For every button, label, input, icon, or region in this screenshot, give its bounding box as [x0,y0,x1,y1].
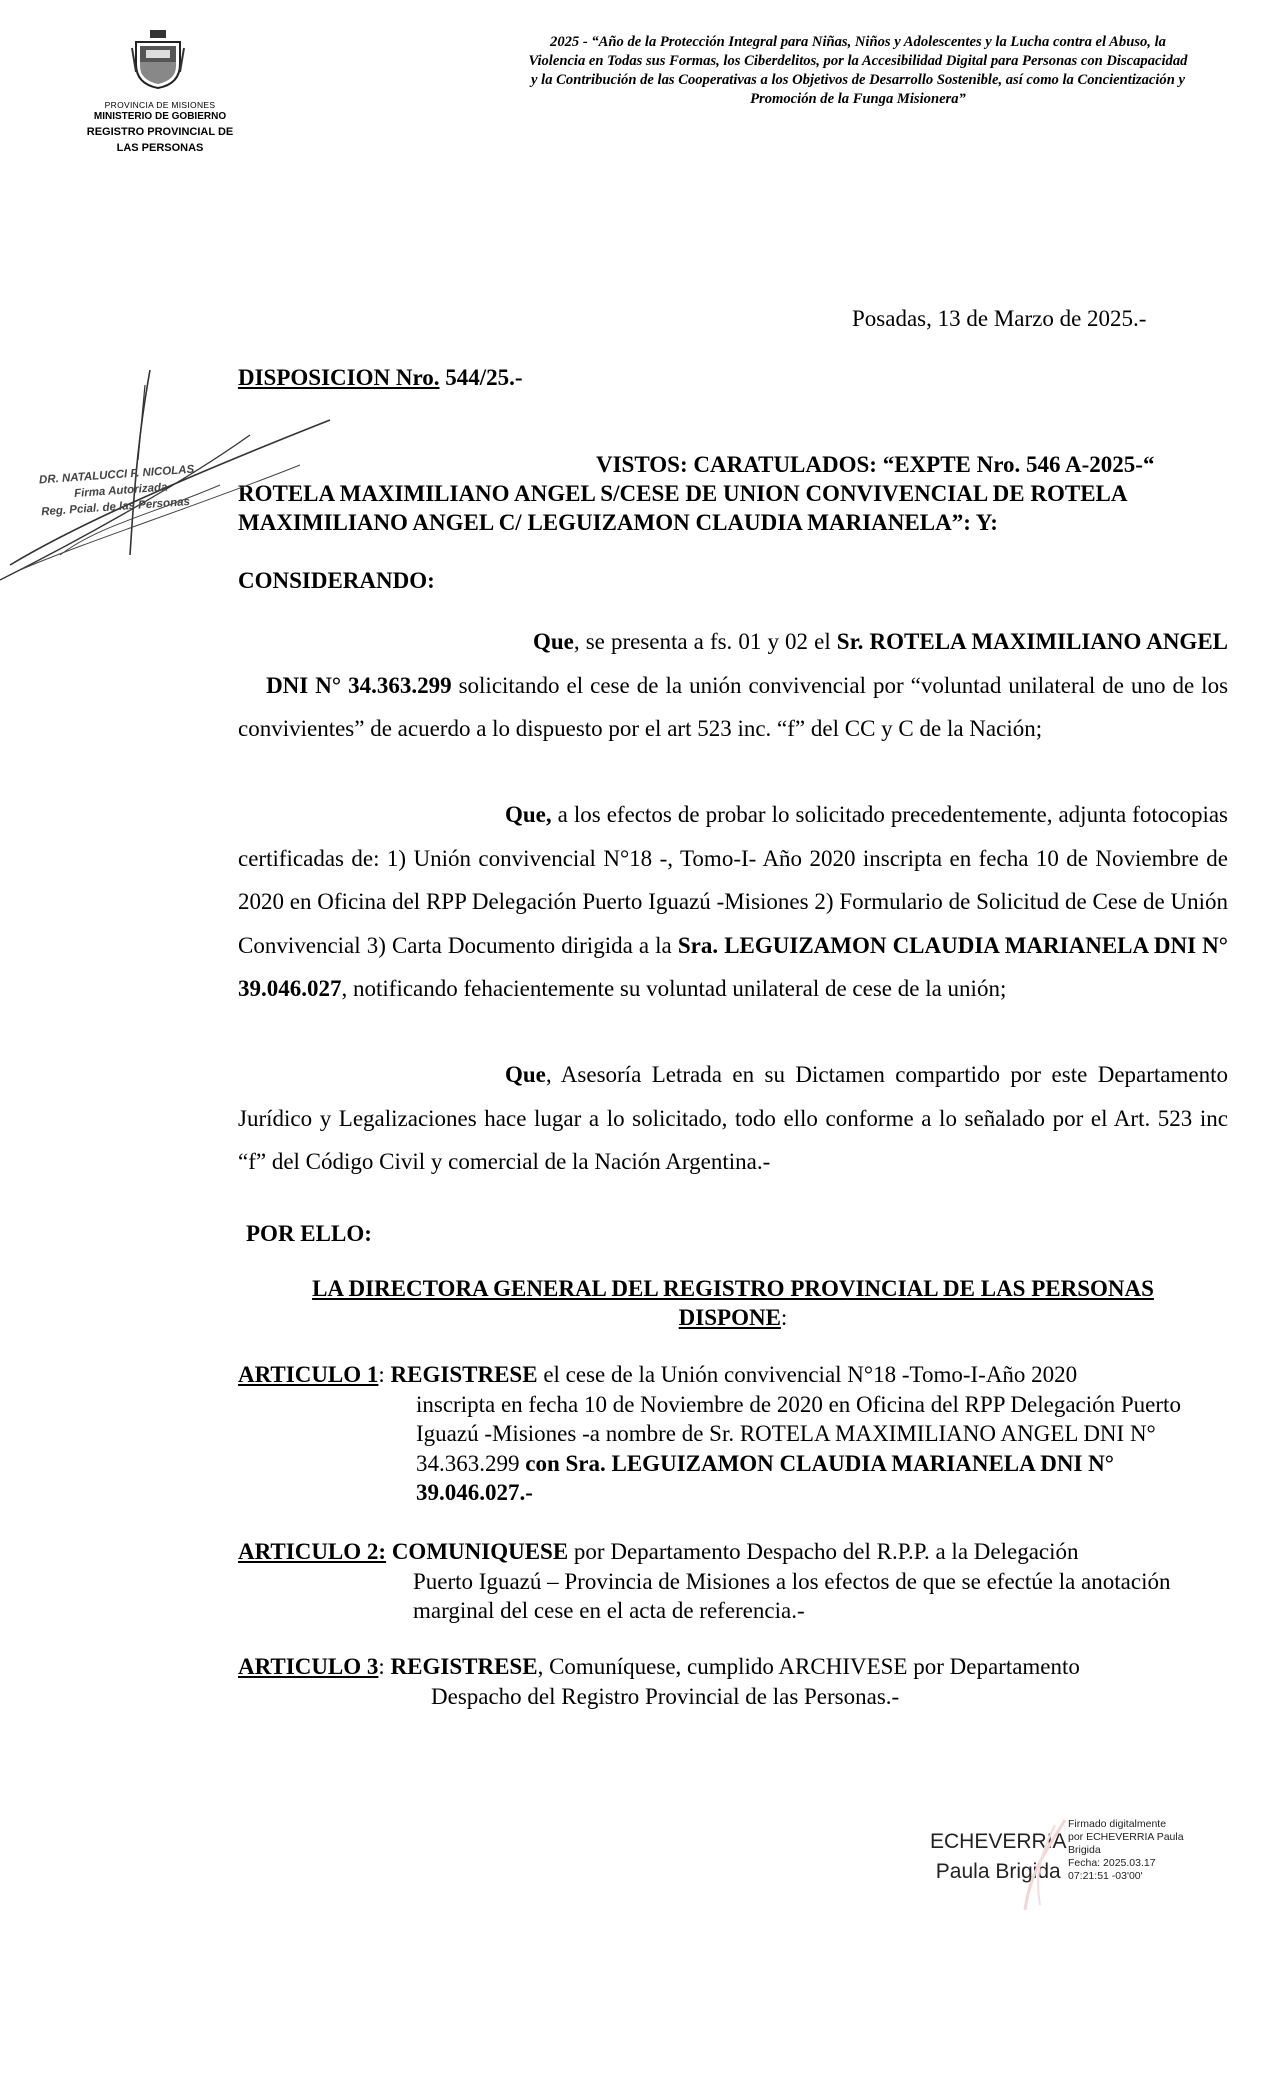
art1-verb: REGISTRESE [390,1362,538,1387]
p1-text-1: , se presenta a fs. 01 y 02 el [573,629,837,654]
directora-heading [238,1274,1228,1332]
province-line: PROVINCIA DE MISIONES [104,100,216,110]
document-date: Posadas, 13 de Marzo de 2025.- [852,306,1147,331]
dsig-info-5: 07:21:51 -03'00' [1068,1870,1143,1882]
articulo-1 [238,1360,1238,1508]
directora-line-1: LA DIRECTORA GENERAL DEL REGISTRO PROVINCIAL DE LAS PERSONAS [312,1276,1154,1301]
registry-name: REGISTRO PROVINCIAL DE LAS PERSONAS [86,126,234,154]
paragraph-1 [238,620,1228,751]
art2-label: ARTICULO 2: [238,1539,387,1564]
dispone-colon: : [780,1305,788,1330]
signer-given-name: Paula Brigida [935,1860,1061,1883]
art2-text-1: por Departamento Despacho del R.P.P. a la Delegación [568,1539,1079,1564]
dsig-info-4: Fecha: 2025.03.17 [1068,1857,1156,1869]
paragraph-3 [238,1053,1228,1184]
ministry-name: MINISTERIO DE GOBIERNO [93,111,227,122]
considerando-heading: CONSIDERANDO: [238,568,435,593]
que-1: Que [533,629,574,654]
p2-text-2: , notificando fehacientemente su voluntad unilateral de cese de la unión; [341,976,1007,1001]
year-motto: 2025 - “Año de la Protección Integral para Niñas, Niños y Adolescentes y la Lucha contra el Abuso, la Violencia en Todas sus Formas, los Ciberdelitos, por la Accesibilidad Digital para Personas con Discapacidad y la Contribución de las Cooperativas a los Objetivos de Desarrollo Sostenible, así como la Concientización y Promoción de la Funga Misionera” [528,34,1188,107]
dsig-info-1: Firmado digitalmente [1068,1818,1167,1830]
dispone-word: DISPONE [678,1305,781,1330]
art1-text-3: con Sra. LEGUIZAMON CLAUDIA MARIANELA DNI N° 39.046.027.- [416,1450,1114,1505]
p3-text-1: , Asesoría Letrada en su Dictamen compartido por este Departamento Jurídico y Legalizaciones hace lugar a lo solicitado, todo ello conforme a lo señalado por el Art. 523 inc “f” del Código Civil y comercial de la Nación Argentina.- [238,1062,1228,1174]
art3-verb: REGISTRESE [390,1654,538,1679]
art3-text-2: Despacho del Registro Provincial de las Personas.- [431,1683,900,1709]
p2-name: Sra. LEGUIZAMON CLAUDIA MARIANELA DNI N° 39.046.027 [238,932,1228,1001]
art1-text-2: inscripta en fecha 10 de Noviembre de 2020 en Oficina del RPP Delegación Puerto Iguazú -Misiones -a nombre de Sr. ROTELA MAXIMILIANO ANGEL DNI N° 34.363.299 [416,1391,1181,1476]
art1-colon: : [378,1362,391,1387]
articulo-2 [238,1537,1238,1626]
que-3: Que [505,1062,546,1087]
art3-colon: : [378,1654,391,1679]
p1-gap [238,673,266,698]
dsig-info-3: Brigida [1068,1844,1101,1856]
vistos-line-2: ROTELA MAXIMILIANO ANGEL S/CESE DE UNION CONVIVENCIAL DE ROTELA MAXIMILIANO ANGEL C/ LEGUIZAMON CLAUDIA MARIANELA”: Y: [238,481,1127,535]
por-ello-heading: POR ELLO: [246,1221,372,1246]
art3-text-1: , Comuníquese, cumplido ARCHIVESE por Departamento [537,1654,1080,1679]
art2-text-2: Puerto Iguazú – Provincia de Misiones a los efectos de que se efectúe la anotación marginal del cese en el acta de referencia.- [413,1568,1171,1623]
art3-label: ARTICULO 3 [238,1654,379,1679]
disposicion-number: 544/25.- [439,365,523,390]
que-2: Que, [505,802,552,827]
stamp-line-3: Reg. Pcial. de las Personas [40,496,191,519]
p1-dni: DNI N° 34.363.299 [266,672,452,698]
stamp-line-2: Firma Autorizada [73,481,168,501]
articulo-3 [238,1652,1238,1711]
dsig-info-2: por ECHEVERRIA Paula [1068,1831,1184,1843]
art1-label: ARTICULO 1 [238,1362,379,1387]
p1-name: Sr. ROTELA MAXIMILIANO ANGEL [836,629,1228,654]
coat-of-arms-icon [128,28,188,90]
stamp-line-1: DR. NATALUCCI F. NICOLAS [38,463,195,487]
vistos-line-1: VISTOS: CARATULADOS: “EXPTE Nro. 546 A-2025-“ [596,452,1155,477]
art1-text-1: el cese de la Unión convivencial N°18 -Tomo-I-Año 2020 [537,1362,1078,1387]
signer-surname: ECHEVERRIA [930,1830,1067,1853]
art2-verb: COMUNIQUESE [386,1539,569,1564]
vistos-block [238,450,1238,537]
paragraph-2 [238,793,1228,1011]
disposicion-label: DISPOSICION Nro. [238,365,440,390]
p2-text-1: a los efectos de probar lo solicitado precedentemente, adjunta fotocopias certificadas de: 1) Unión convivencial N°18 -, Tomo-I- Año 2020 inscripta en fecha 10 de Noviembre de 2020 en Oficina del RPP Delegación Puerto Iguazú -Misiones 2) Formulario de Solicitud de Cese de Unión Convivencial 3) Carta Documento dirigida a la [238,802,1228,958]
p1-text-2: solicitando el cese de la unión convivencial por “voluntad unilateral de uno de los convivientes” de acuerdo a lo dispuesto por el art 523 inc. “f” del CC y C de la Nación; [238,672,1229,741]
digital-signature-info [1068,1818,1208,1883]
